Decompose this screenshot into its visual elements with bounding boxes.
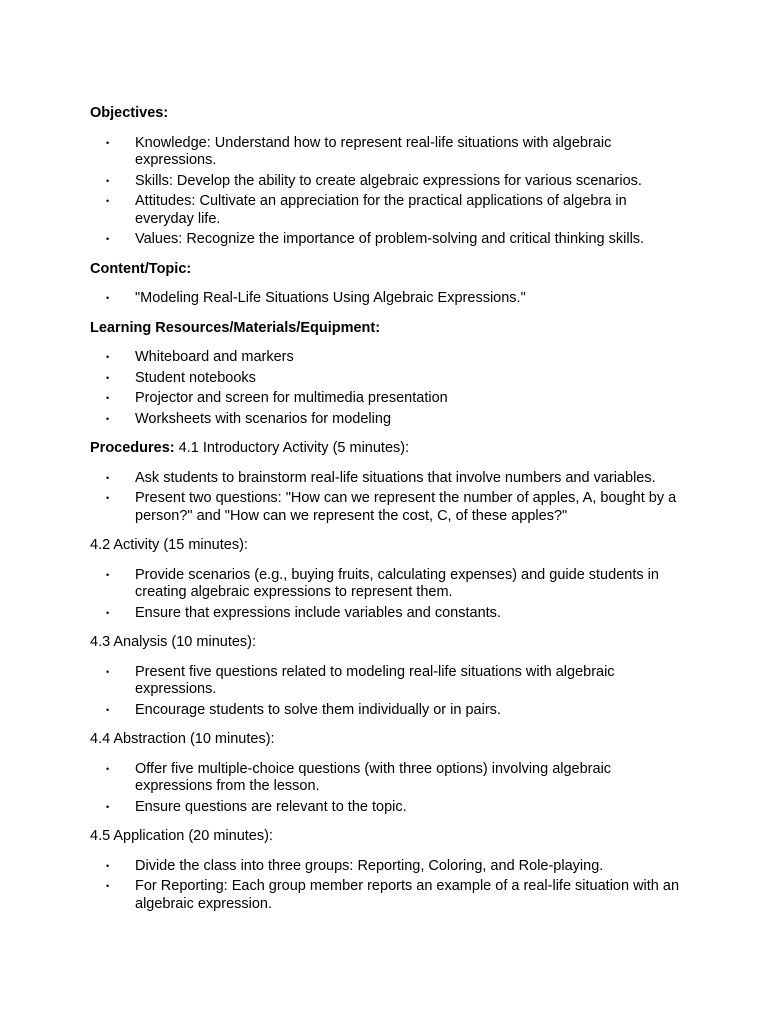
bullet-list xyxy=(90,349,768,428)
bullet-list xyxy=(90,858,768,914)
list-item xyxy=(90,370,680,388)
list-item-text: Values: Recognize the importance of problem-solving and critical thinking skills. xyxy=(135,231,645,247)
section-heading xyxy=(90,440,768,458)
list-item xyxy=(90,702,680,720)
bullet-list xyxy=(90,664,768,720)
list-item-text: For Reporting: Each group member reports an example of a real-life situation with an algebraic expression. xyxy=(135,878,680,912)
list-item xyxy=(90,173,680,191)
document-body xyxy=(90,105,768,913)
list-item-text: Worksheets with scenarios for modeling xyxy=(135,410,392,427)
list-item-text: Divide the class into three groups: Reporting, Coloring, and Role-playing. xyxy=(135,857,604,874)
bullet-list xyxy=(90,567,768,623)
bullet-icon: • xyxy=(106,413,110,424)
list-item xyxy=(90,799,680,817)
list-item-text: Present two questions: "How can we represent the number of apples, A, bought by a person?" and "How can we represent the cost, C, of these apples?" xyxy=(135,490,677,524)
list-item xyxy=(90,567,680,602)
list-item xyxy=(90,193,680,228)
section-subtitle: 4.2 Activity (15 minutes): xyxy=(90,537,248,553)
list-item xyxy=(90,664,680,699)
list-item-text: Provide scenarios (e.g., buying fruits, calculating expenses) and guide students in creating algebraic expressions to represent them. xyxy=(135,566,659,600)
bullet-icon: • xyxy=(106,607,110,618)
section-heading xyxy=(90,320,768,338)
list-item xyxy=(90,470,680,488)
list-item xyxy=(90,490,680,525)
list-item xyxy=(90,878,680,913)
section-subtitle: 4.1 Introductory Activity (5 minutes): xyxy=(178,440,410,456)
bullet-list xyxy=(90,470,768,526)
section-subtitle: 4.4 Abstraction (10 minutes): xyxy=(90,731,275,747)
list-item-text: Encourage students to solve them individually or in pairs. xyxy=(135,701,501,718)
bullet-icon: • xyxy=(106,763,110,774)
list-item xyxy=(90,605,680,623)
list-item-text: Offer five multiple-choice questions (with three options) involving algebraic expressions from the lesson. xyxy=(135,760,612,794)
section-title: Objectives: xyxy=(90,105,169,121)
bullet-icon: • xyxy=(106,569,110,580)
bullet-icon: • xyxy=(106,293,110,303)
list-item-text: Ensure questions are relevant to the topic. xyxy=(135,798,407,815)
list-item-text: Present five questions related to modeling real-life situations with algebraic expressions. xyxy=(135,663,615,697)
list-item xyxy=(90,761,680,796)
bullet-icon: • xyxy=(106,393,110,403)
list-item-text: Student notebooks xyxy=(135,369,256,386)
bullet-icon: • xyxy=(106,860,110,871)
bullet-icon: • xyxy=(106,137,110,148)
list-item xyxy=(90,390,680,408)
bullet-list xyxy=(90,290,768,308)
bullet-list xyxy=(90,761,768,817)
bullet-list xyxy=(90,135,768,249)
section-heading xyxy=(90,105,768,123)
bullet-icon: • xyxy=(106,666,110,677)
bullet-icon: • xyxy=(106,372,110,383)
bullet-icon: • xyxy=(106,234,110,244)
bullet-icon: • xyxy=(106,704,110,715)
list-item xyxy=(90,858,680,876)
list-item xyxy=(90,135,680,170)
list-item-text: Projector and screen for multimedia presentation xyxy=(135,390,448,406)
bullet-icon: • xyxy=(106,472,110,483)
section-heading xyxy=(90,261,768,279)
list-item-text: Skills: Develop the ability to create algebraic expressions for various scenarios. xyxy=(135,172,642,189)
section-heading xyxy=(90,634,768,652)
bullet-icon: • xyxy=(106,352,110,362)
list-item-text: Knowledge: Understand how to represent real-life situations with algebraic expressions. xyxy=(135,134,612,168)
section-title: Procedures: xyxy=(90,440,175,456)
section-title: Learning Resources/Materials/Equipment: xyxy=(90,319,381,336)
list-item-text: Ensure that expressions include variables and constants. xyxy=(135,604,501,621)
bullet-icon: • xyxy=(106,493,110,503)
section-subtitle: 4.3 Analysis (10 minutes): xyxy=(90,634,257,650)
list-item xyxy=(90,411,680,429)
section-heading xyxy=(90,828,768,846)
list-item xyxy=(90,349,680,367)
list-item-text: Whiteboard and markers xyxy=(135,349,294,365)
list-item xyxy=(90,290,680,308)
list-item-text: "Modeling Real-Life Situations Using Algebraic Expressions." xyxy=(135,290,526,306)
list-item-text: Ask students to brainstorm real-life situations that involve numbers and variables. xyxy=(135,469,656,486)
section-title: Content/Topic: xyxy=(90,260,192,277)
bullet-icon: • xyxy=(106,196,110,206)
list-item-text: Attitudes: Cultivate an appreciation for the practical applications of algebra in everyday life. xyxy=(135,193,627,227)
list-item xyxy=(90,231,680,249)
bullet-icon: • xyxy=(106,801,110,812)
section-heading xyxy=(90,731,768,749)
bullet-icon: • xyxy=(106,175,110,186)
bullet-icon: • xyxy=(106,881,110,891)
section-subtitle: 4.5 Application (20 minutes): xyxy=(90,828,273,844)
section-heading xyxy=(90,537,768,555)
